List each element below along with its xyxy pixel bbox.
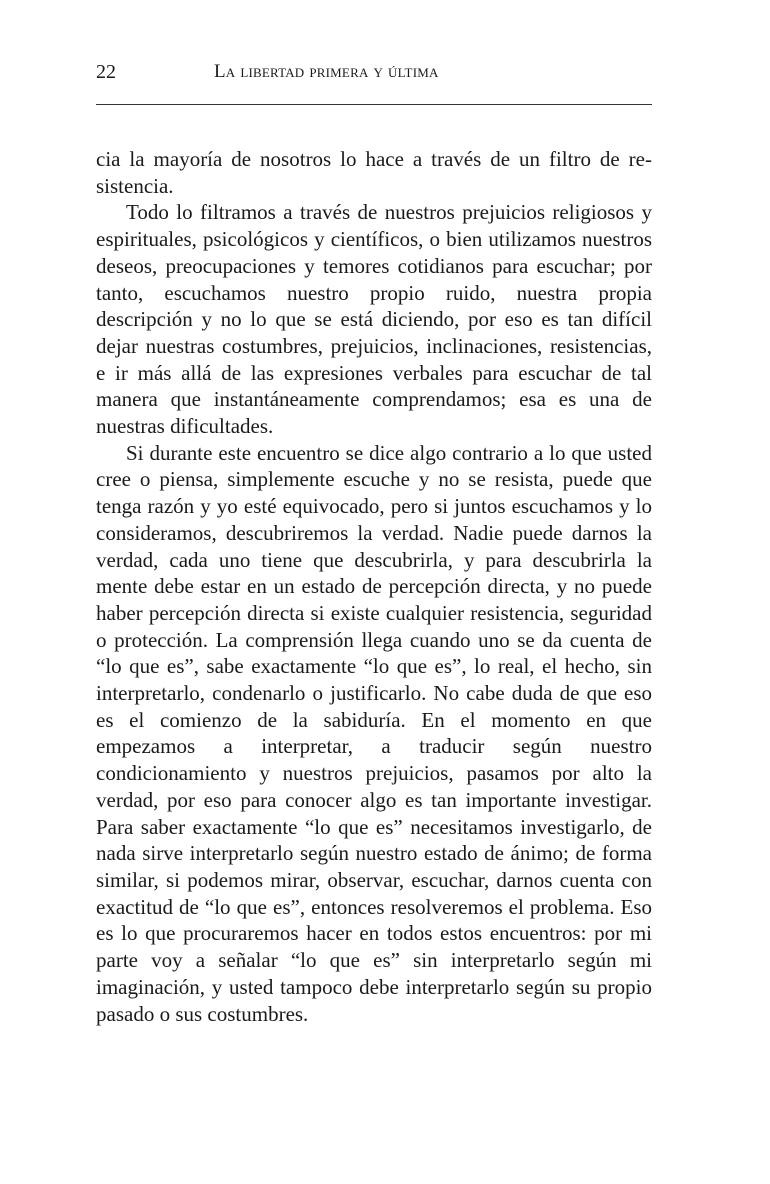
paragraph: Si durante este encuentro se dice algo contrario a lo que usted cree o piensa, simplemente escuche y no se resista, puede que tenga razón y yo esté equivocado, pero si juntos escuchamos y lo consideramos, descubriremos la verdad. Nadie puede darnos la verdad, cada uno tiene que descubrirla, y para descubrirla la mente debe estar en un estado de percepción directa, y no puede haber percepción directa si existe cualquier resistencia, seguridad o protección. La comprensión llega cuando uno se da cuenta de “lo que es”, sabe exactamente “lo que es”, lo real, el hecho, sin interpretarlo, condenarlo o justificarlo. No cabe duda de que eso es el comienzo de la sabiduría. En el momento en que empezamos a interpretar, a traducir según nuestro condicionamiento y nuestros prejuicios, pasamos por alto la verdad, por eso para conocer algo es tan importante investigar. Para saber exactamente “lo que es” necesitamos investigarlo, de nada sirve interpretarlo según nuestro estado de ánimo; de forma similar, si podemos mirar, observar, escuchar, darnos cuenta con exactitud de “lo que es”, entonces resolveremos el problema. Eso es lo que procuraremos hacer en todos estos encuentros: por mi parte voy a señalar “lo que es” sin interpretarlo según mi imaginación, y usted tampoco debe interpretarlo según su propio pasado o sus costumbres.	[96, 440, 652, 1026]
page-header	[96, 58, 652, 88]
running-title: La libertad primera y última	[214, 61, 439, 82]
paragraph-continuation: cia la mayoría de nosotros lo hace a través de un filtro de resistencia.	[96, 147, 652, 198]
body-text	[96, 146, 652, 1027]
page-number: 22	[96, 61, 116, 83]
header-rule	[96, 104, 652, 105]
paragraph: Todo lo filtramos a través de nuestros prejuicios religiosos y espirituales, psicológicos y científicos, o bien utilizamos nuestros deseos, preocupaciones y temores cotidianos para escuchar; por tanto, escuchamos nuestro propio ruido, nuestra propia descripción y no lo que se está diciendo, por eso es tan difícil dejar nuestras costumbres, prejuicios, inclinaciones, resistencias, e ir más allá de las expresiones verbales para escuchar de tal manera que instantáneamente comprendamos; esa es una de nuestras dificultades.	[96, 200, 652, 439]
